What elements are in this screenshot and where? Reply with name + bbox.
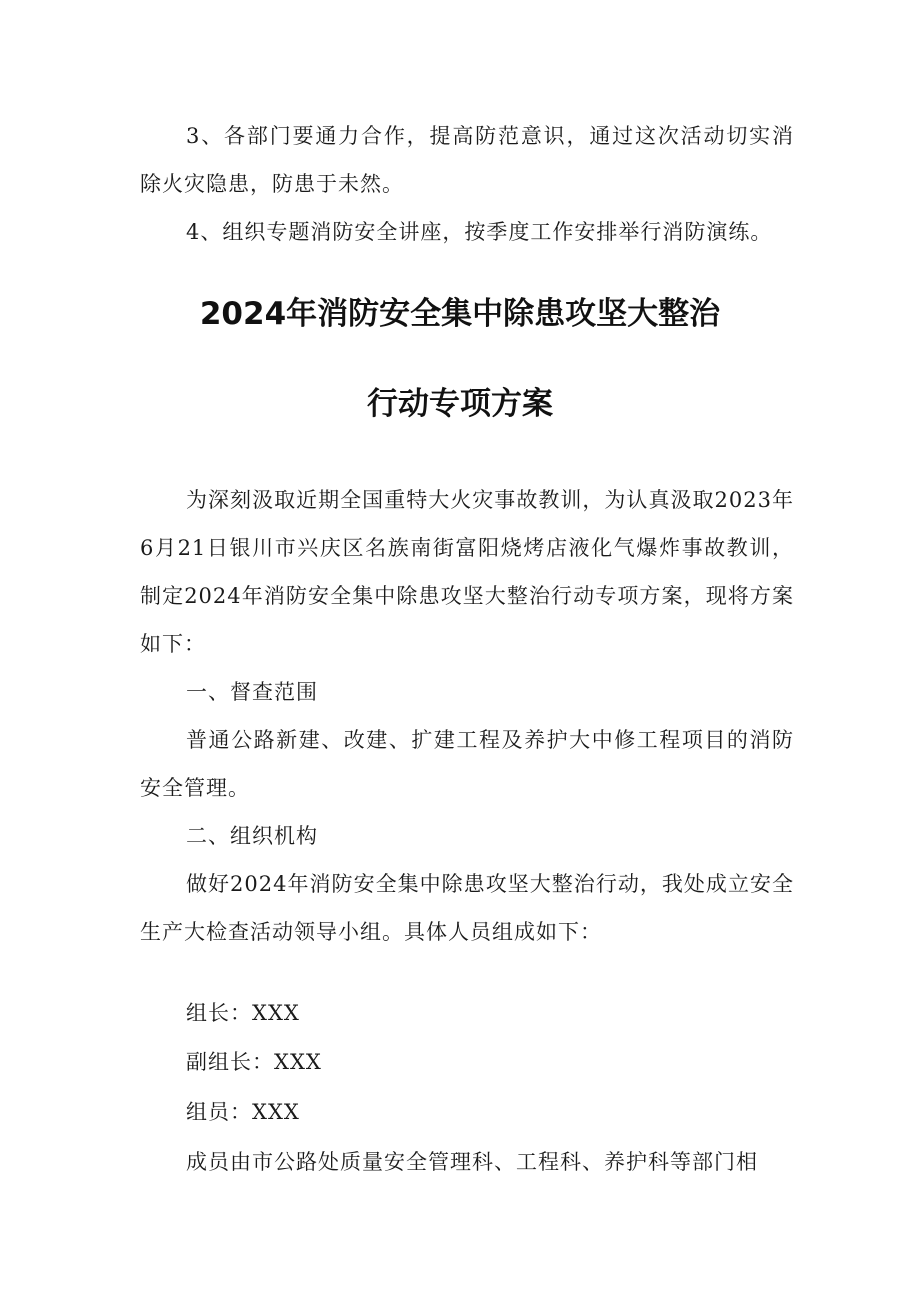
page-title-line-2: 行动专项方案 bbox=[367, 386, 553, 422]
section-1-heading: 一、督查范围 bbox=[186, 680, 318, 704]
intro-paragraph: 为深刻汲取近期全国重特大火灾事故教训，为认真汲取2023年6月21日银川市兴庆区名族南街富阳烧烤店液化气爆炸事故教训，制定2024年消防安全集中除患攻坚大整治行动专项方案，现将方案如下： bbox=[140, 488, 794, 656]
section-1-body: 普通公路新建、改建、扩建工程及养护大中修工程项目的消防安全管理。 bbox=[140, 728, 794, 800]
members-note: 成员由市公路处质量安全管理科、工程科、养护科等部门相 bbox=[186, 1150, 758, 1174]
paragraph-item-4: 4、组织专题消防安全讲座，按季度工作安排举行消防演练。 bbox=[186, 220, 773, 244]
section-2-heading: 二、组织机构 bbox=[186, 824, 318, 848]
deputy-leader-line: 副组长：XXX bbox=[186, 1050, 322, 1074]
page-title-line-1: 2024年消防安全集中除患攻坚大整治 bbox=[199, 296, 721, 332]
leader-line: 组长：XXX bbox=[186, 1001, 300, 1025]
member-line: 组员：XXX bbox=[186, 1100, 300, 1124]
paragraph-item-3: 3、各部门要通力合作，提高防范意识，通过这次活动切实消除火灾隐患，防患于未然。 bbox=[140, 124, 794, 196]
section-2-body: 做好2024年消防安全集中除患攻坚大整治行动，我处成立安全生产大检查活动领导小组。具体人员组成如下： bbox=[140, 872, 794, 944]
